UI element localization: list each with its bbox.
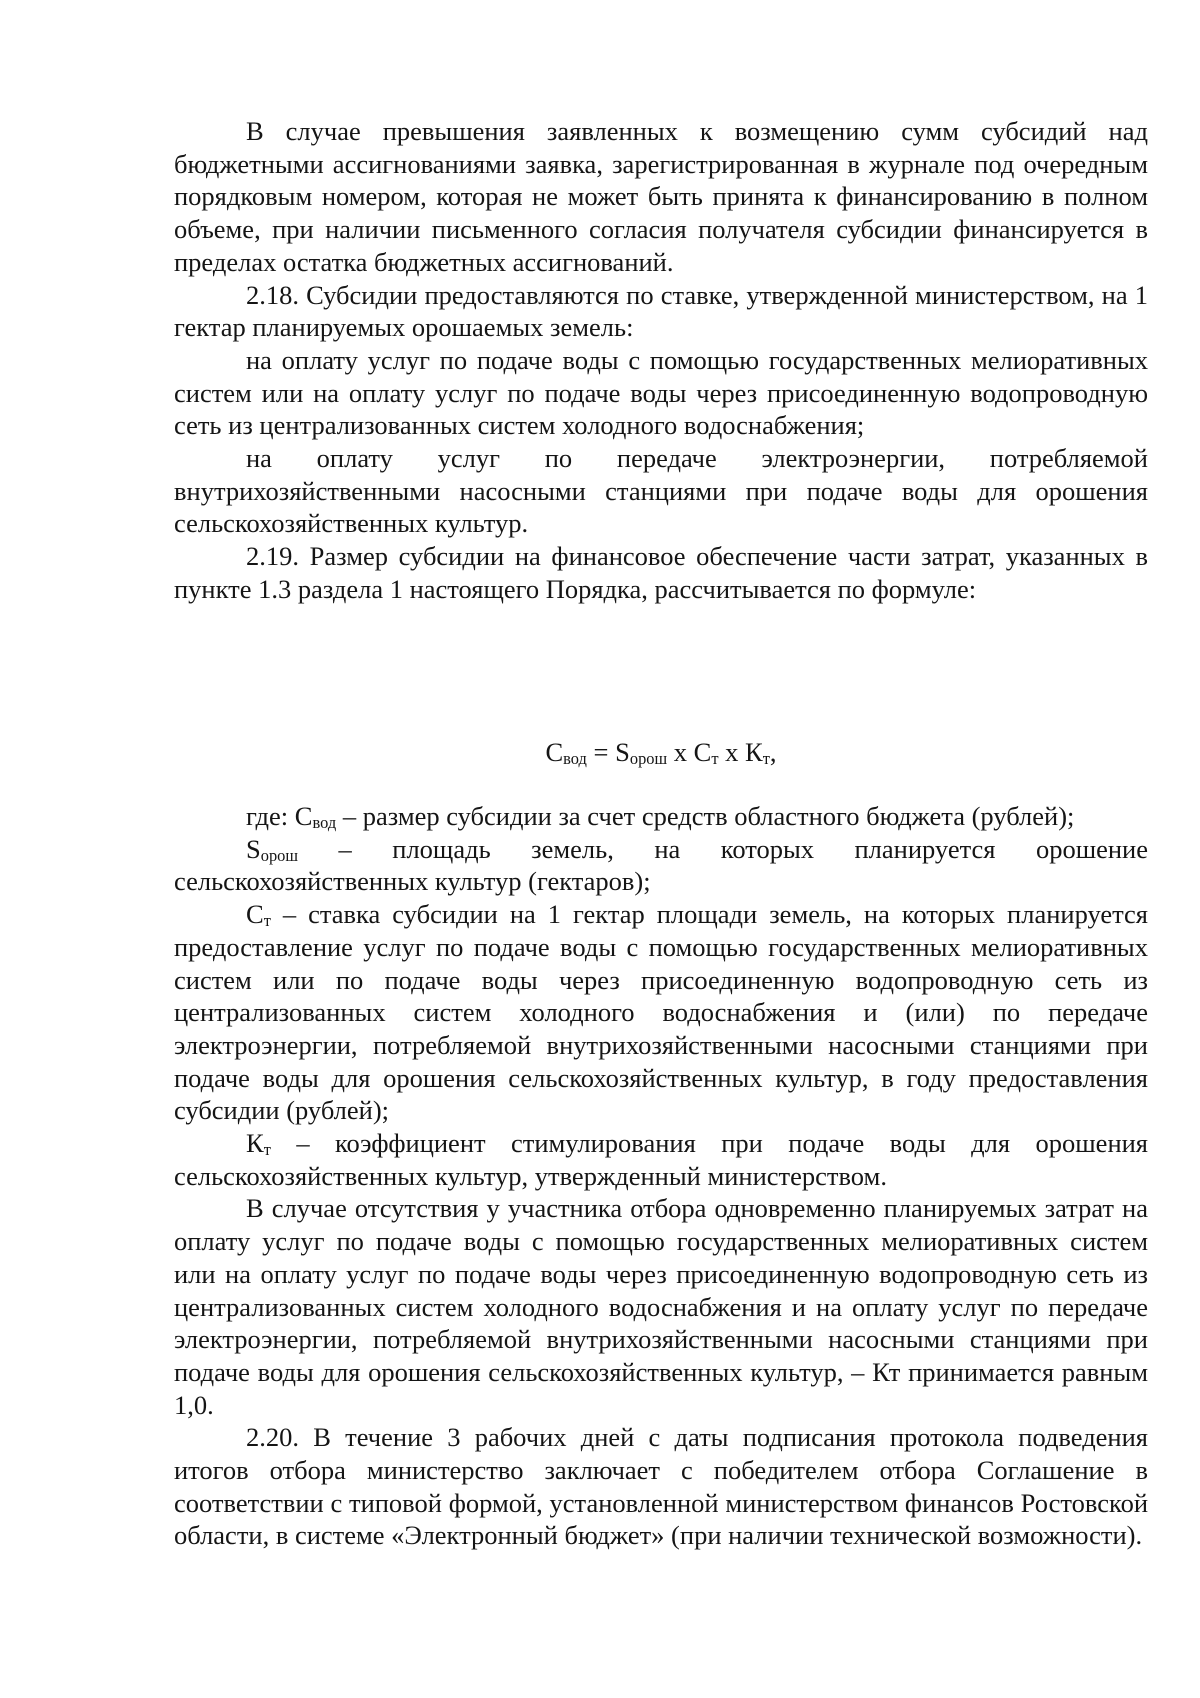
formula-c: С — [545, 737, 564, 767]
paragraph-electricity: на оплату услуг по передаче электроэнергии, потребляемой внутрихозяйственными насосными станциями при подаче воды для орошения сельскохозяйственных культур. — [174, 443, 1148, 539]
formula-times-1: х — [667, 737, 694, 767]
definition-kt — [174, 1127, 1148, 1192]
paragraph-2-19: 2.19. Размер субсидии на финансовое обеспечение части затрат, указанных в пункте 1.3 раздела 1 настоящего Порядка, рассчитывается по формуле: — [174, 541, 1148, 604]
formula-kt: К — [745, 737, 763, 767]
definition-ct — [174, 898, 1148, 1127]
formula-kt-subscript: т — [762, 748, 770, 768]
definition-ct-symbol: С — [246, 899, 264, 930]
main-text — [174, 115, 1148, 606]
definition-kt-symbol: К — [246, 1128, 264, 1159]
definition-s-orosh-symbol: S — [246, 833, 261, 864]
formula-times-2: х — [718, 737, 746, 767]
formula-s-subscript: орош — [629, 748, 668, 768]
paragraph-water-supply: на оплату услуг по подаче воды с помощью государственных мелиоративных систем или на оплату услуг по подаче воды через присоединенную водопроводную сеть из централизованных систем холодного водоснабжения; — [174, 344, 1148, 441]
formula-c-subscript: вод — [563, 748, 587, 768]
definition-c-vod-prefix: где: — [246, 801, 295, 831]
definition-s-orosh — [174, 833, 1148, 898]
paragraph-2-20: 2.20. В течение 3 рабочих дней с даты подписания протокола подведения итогов отбора министерство заключает с победителем отбора Соглашение в соответствии с типовой формой, установленной министерством финансов Ростовской области, в системе «Электронный бюджет» (при наличии технической возможности). — [174, 1422, 1148, 1551]
definition-s-orosh-text: – площадь земель, на которых планируется орошение сельскохозяйственных культур (гектаров); — [174, 833, 1148, 897]
formula-s: S — [615, 737, 630, 767]
definition-ct-text: – ставка субсидии на 1 гектар площади земель, на которых планируется предоставление услуг по подаче воды с помощью государственных мелиоративных систем или по подаче воды через присоединенную водопроводную сеть из централизованных систем холодного водоснабжения и (или) по передаче электроэнергии, потребляемой внутрихозяйственными насосными станциями при подаче воды для орошения сельскохозяйственных культур, в году предоставления субсидии (рублей); — [174, 899, 1148, 1126]
definitions-and-closing-text — [174, 800, 1148, 1552]
definition-kt-subscript: т — [263, 1139, 271, 1159]
definition-kt-text: – коэффициент стимулирования при подаче воды для орошения сельскохозяйственных культур, утвержденный министерством. — [174, 1128, 1148, 1191]
paragraph-kt-equals-one: В случае отсутствия у участника отбора одновременно планируемых затрат на оплату услуг по подаче воды с помощью государственных мелиоративных систем или на оплату услуг по подаче воды через присоединенную водопроводную сеть из централизованных систем холодного водоснабжения и на оплату услуг по передаче электроэнергии, потребляемой внутрихозяйственными насосными станциями при подаче воды для орошения сельскохозяйственных культур, – Кт принимается равным 1,0. — [174, 1193, 1148, 1420]
definition-c-vod-symbol: С — [294, 801, 313, 831]
formula-ct: С — [693, 737, 712, 767]
definition-c-vod-text: – размер субсидии за счет средств областного бюджета (рублей); — [336, 801, 1075, 831]
formula-end: , — [769, 737, 777, 767]
definition-ct-subscript: т — [263, 911, 271, 931]
formula-ct-subscript: т — [711, 748, 719, 768]
definition-s-orosh-subscript: орош — [260, 845, 299, 865]
definition-c-vod-subscript: вод — [312, 812, 337, 832]
definition-c-vod — [174, 800, 1148, 833]
paragraph-2-18: 2.18. Субсидии предоставляются по ставке, утвержденной министерством, на 1 гектар планируемых орошаемых земель: — [174, 279, 1148, 343]
formula-equals: = — [586, 737, 616, 767]
subsidy-formula — [174, 736, 1148, 768]
paragraph-excess-claims: В случае превышения заявленных к возмещению сумм субсидий над бюджетными ассигнованиями заявка, зарегистрированная в журнале под очередным порядковым номером, которая не может быть принята к финансированию в полном объеме, при наличии письменного согласия получателя субсидии финансируется в пределах остатка бюджетных ассигнований. — [174, 116, 1148, 277]
